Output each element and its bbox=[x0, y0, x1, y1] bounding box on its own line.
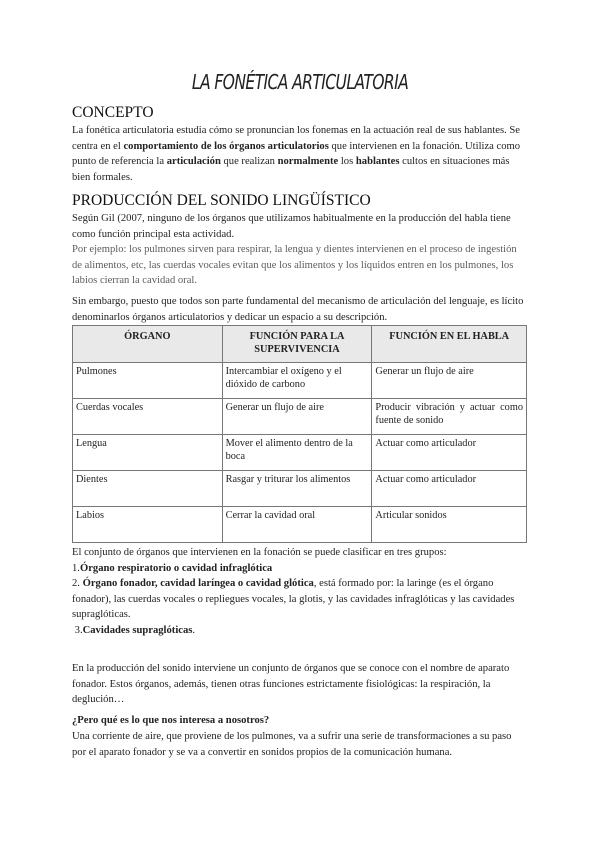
cell-supervivencia: Rasgar y triturar los alimentos bbox=[222, 471, 372, 507]
table-header-row bbox=[73, 326, 527, 363]
produccion-heading: PRODUCCIÓN DEL SONIDO LINGÜÍSTICO bbox=[72, 192, 371, 209]
organos-table bbox=[72, 325, 527, 543]
concepto-heading: CONCEPTO bbox=[72, 104, 154, 121]
cell-supervivencia: Cerrar la cavidad oral bbox=[222, 507, 372, 543]
cell-supervivencia: Intercambiar el oxígeno y el dióxido de carbono bbox=[222, 363, 372, 399]
pregunta-heading: ¿Pero qué es lo que nos interesa a nosotros? bbox=[72, 715, 270, 726]
pregunta-paragraph: Una corriente de aire, que proviene de los pulmones, va a sufrir una serie de transformaciones a su paso por el aparato fonador y se va a convertir en sonidos propios de la comunicación humana. bbox=[72, 731, 512, 758]
cell-supervivencia: Mover el alimento dentro de la boca bbox=[222, 435, 372, 471]
header-supervivencia: FUNCIÓN PARA LA SUPERVIVENCIA bbox=[222, 326, 372, 363]
grupo-1: 1.Órgano respiratorio o cavidad infraglótica bbox=[72, 562, 273, 574]
cell-organo: Cuerdas vocales bbox=[73, 399, 223, 435]
table-row bbox=[73, 471, 527, 507]
produccion-paragraph: Según Gil (2007, ninguno de los órganos que utilizamos habitualmente en la producción del habla tiene como función principal esta actividad. bbox=[72, 213, 511, 240]
cell-habla: Generar un flujo de aire bbox=[372, 363, 527, 399]
example-paragraph: Por ejemplo: los pulmones sirven para respirar, la lengua y dientes intervienen en el proceso de ingestión de alimentos, etc, las cuerdas vocales evitan que los alimentos y los líquidos entren en los pulmones, los labios cierran la cavidad oral. bbox=[72, 244, 517, 286]
header-organo: ÓRGANO bbox=[73, 326, 223, 363]
cell-organo: Dientes bbox=[73, 471, 223, 507]
page-title: LA FONÉTICA ARTICULATORIA bbox=[191, 70, 409, 94]
table-row bbox=[73, 399, 527, 435]
cell-habla: Articular sonidos bbox=[372, 507, 527, 543]
cell-organo: Labios bbox=[73, 507, 223, 543]
cell-supervivencia: Generar un flujo de aire bbox=[222, 399, 372, 435]
header-habla: FUNCIÓN EN EL HABLA bbox=[372, 326, 527, 363]
concepto-paragraph: La fonética articulatoria estudia cómo se pronuncian los fonemas en la actuación real de sus hablantes. Se centra en el comportamiento de los órganos articulatorios que intervienen en la fonación. Utiliza como punto de referencia la articulación que realizan normalmente los hablantes cultos en situaciones más bien formales. bbox=[72, 125, 521, 183]
grupo-3: 3.Cavidades supraglóticas. bbox=[74, 624, 196, 636]
cell-habla: Producir vibración y actuar como fuente de sonido bbox=[372, 399, 527, 435]
cell-organo: Lengua bbox=[73, 435, 223, 471]
cell-habla: Actuar como articulador bbox=[372, 471, 527, 507]
cell-organo: Pulmones bbox=[73, 363, 223, 399]
table-row bbox=[73, 435, 527, 471]
grupos-intro: El conjunto de órganos que intervienen en la fonación se puede clasificar en tres grupos: bbox=[72, 547, 447, 558]
aparato-paragraph: En la producción del sonido interviene un conjunto de órganos que se conoce con el nombre de aparato fonador. Estos órganos, además, tienen otras funciones estrictamente fisiológicas: la respiración, la deglución… bbox=[72, 663, 510, 705]
table-row bbox=[73, 363, 527, 399]
grupo-2: 2. Órgano fonador, cavidad laríngea o cavidad glótica, está formado por: la laringe (es el órgano fonador), las cuerdas vocales o repliegues vocales, la glotis, y las cavidades infraglóticas y las cavidades supraglóticas. bbox=[72, 578, 515, 620]
sin-embargo-paragraph: Sin embargo, puesto que todos son parte fundamental del mecanismo de articulación del lenguaje, es lícito denominarlos órganos articulatorios y dedicar un espacio a su descripción. bbox=[72, 296, 524, 323]
table-row bbox=[73, 507, 527, 543]
grupos-list bbox=[72, 545, 527, 638]
cell-habla: Actuar como articulador bbox=[372, 435, 527, 471]
